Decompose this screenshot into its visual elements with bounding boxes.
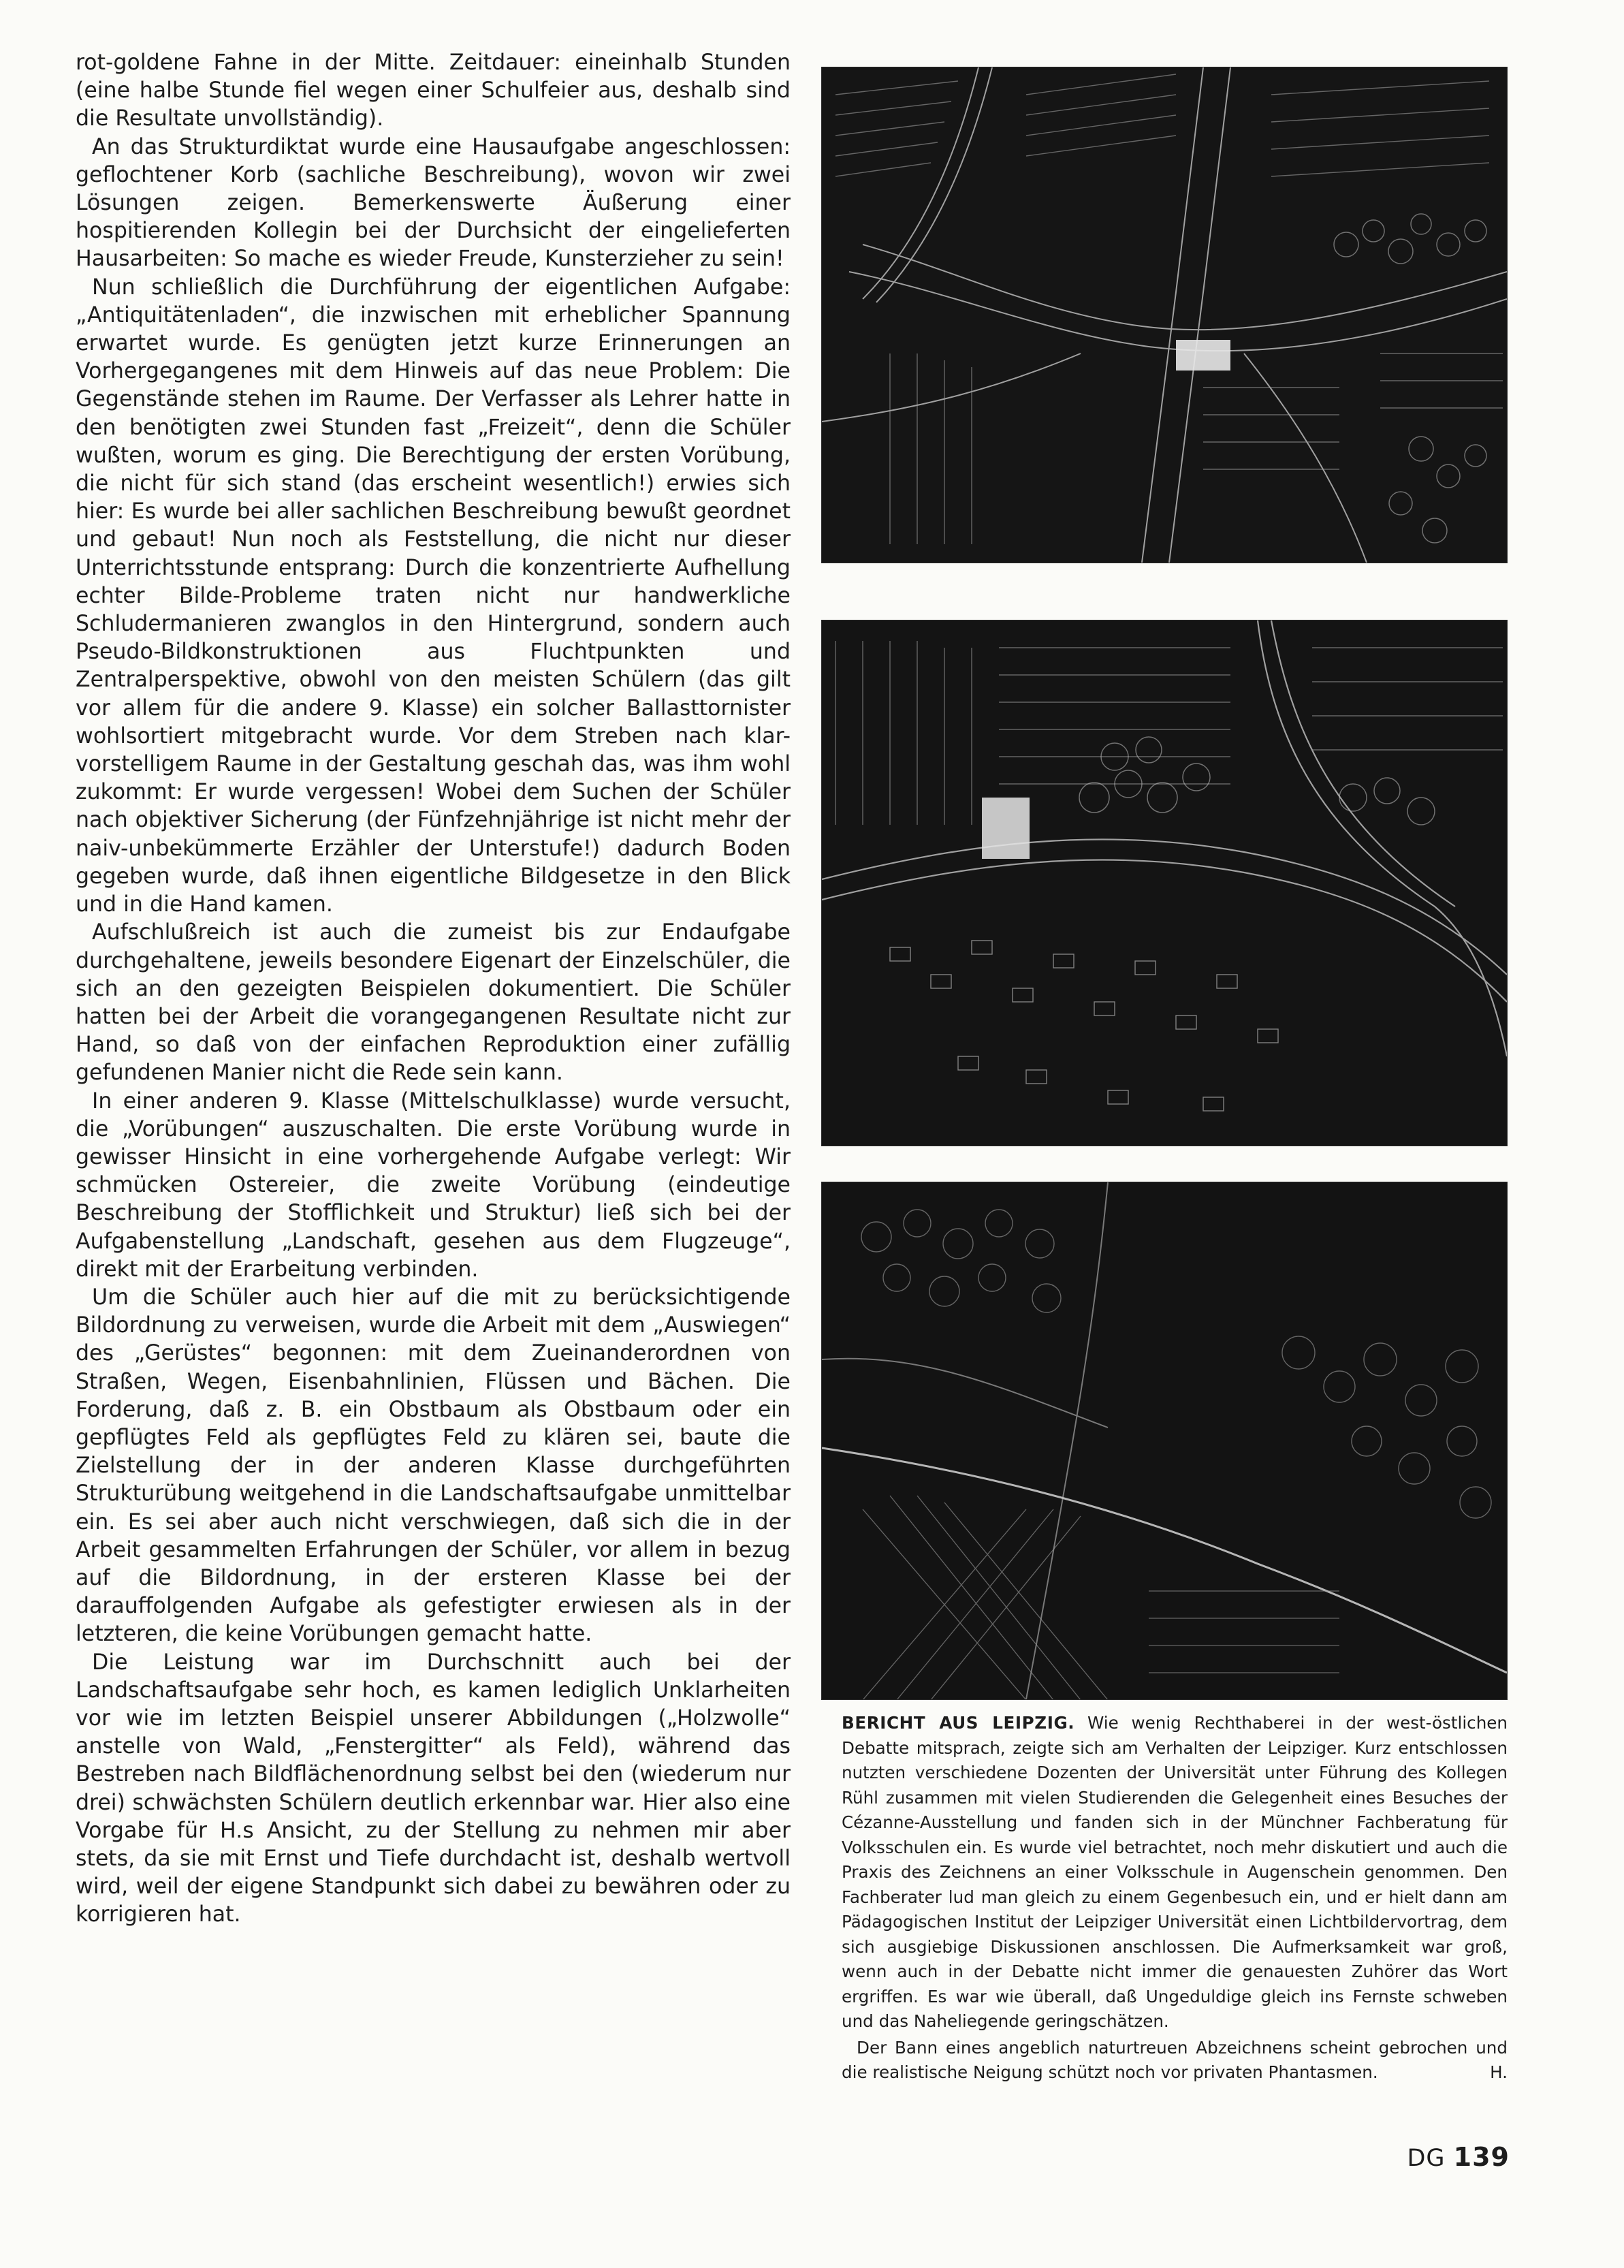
author-signature: H. (1490, 2062, 1508, 2082)
caption-lead: BERICHT AUS LEIPZIG. (842, 1713, 1075, 1733)
page-footer (1407, 2143, 1510, 2172)
caption-paragraph (842, 2036, 1508, 2085)
landscape-drawing-image (822, 620, 1507, 1146)
article-paragraph: Nun schließlich die Durchführung der eigentlichen Aufgabe: „Antiquitätenladen“, die inzwischen mit erheblicher Spannung erwartet wurde. Es genügten jetzt kurze Erinnerungen an Vorhergegangenes mit dem Hinweis auf das neue Problem: Die Gegenstände stehen im Raume. Der Verfasser als Lehrer hatte in den benötigten zwei Stunden fast „Freizeit“, denn die Schüler wußten, worum es ging. Die Berechtigung der ersten Vorübung, die nicht für sich stand (das erscheint wesentlich!) erwies sich hier: Es wurde bei aller sachlichen Beschreibung bewußt geordnet und gebaut! Nun noch als Feststellung, die nicht nur dieser Unterrichtsstunde entsprang: Durch die konzentrierte Aufhellung echter Bilde-Probleme traten nicht nur handwerkliche Schludermanieren zwanglos in den Hintergrund, sondern auch Pseudo-Bildkonstruktionen aus Fluchtpunkten und Zentralperspektive, obwohl von den meisten Schülern (das gilt vor allem für die andere 9. Klasse) ein solcher Ballasttornister wohlsortiert mitgebracht wurde. Vor dem Streben nach klar-vorstelligem Raume in der Gestaltung geschah das, was ihm wohl zukommt: Er wurde vergessen! Wobei dem Suchen der Schüler nach objektiver Sicherung (der Fünfzehnjährige ist nicht mehr der naiv-unbekümmerte Erzähler der Unterstufe!) dadurch Boden gegeben wurde, daß ihnen eigentliche Bildgesetze in den Blick und in die Hand kamen. (76, 274, 791, 917)
article-paragraph: Aufschlußreich ist auch die zumeist bis zur Endaufgabe durchgehaltene, jeweils besondere Eigenart der Einzelschüler, die sich an den gezeigten Beispielen dokumentiert. Die Schüler hatten bei der Arbeit die vorangegangenen Resultate nicht zur Hand, so daß von der einfachen Reproduktion einer zufällig gefundenen Manier nicht die Rede sein kann. (76, 920, 791, 1086)
student-drawing-1 (821, 67, 1508, 563)
landscape-drawing-image (822, 67, 1507, 563)
journal-abbreviation: DG (1407, 2145, 1446, 2172)
student-drawing-3 (821, 1182, 1508, 1700)
article-paragraph: rot-goldene Fahne in der Mitte. Zeitdauer: eineinhalb Stunden (eine halbe Stunde fiel wegen einer Schulfeier aus, deshalb sind die Resultate unvollständig). (76, 50, 791, 131)
article-paragraph: Die Leistung war im Durchschnitt auch bei der Landschaftsaufgabe sehr hoch, es kamen lediglich Unklarheiten vor wie im letzten Beispiel unserer Abbildungen („Holzwolle“ anstelle von Wald, „Fenstergitter“ als Feld), während das Bestreben nach Bildflächenordnung selbst bei den (wiederum nur drei) schwächsten Schülern deutlich erkennbar war. Hier also eine Vorgabe für H.s Ansicht, zu der Stellung zu nehmen mir aber stets, da sie mit Ernst und Tiefe durchdacht ist, deshalb wertvoll wird, weil der eigene Standpunkt sich dabei zu bewähren oder zu korrigieren hat. (76, 1650, 791, 1927)
article-body (76, 49, 791, 1930)
student-drawing-2 (821, 620, 1508, 1146)
caption-body: Wie wenig Rechthaberei in der west-östlichen Debatte mitsprach, zeigte sich am Verhalten der Leipziger. Kurz entschlossen nutzten verschiedene Dozenten der Universität unter Führung des Kollegen Rühl zusammen mit vielen Studierenden die Gelegenheit eines Besuches der Cézanne-Ausstellung und fanden sich in der Münchner Fachberatung für Volksschulen ein. Es wurde viel betrachtet, noch mehr diskutiert und auch die Praxis des Zeichnens an einer Volksschule in Augenschein genommen. Den Fachberater lud man gleich zu einem Gegenbesuch ein, und er hielt dann am Pädagogischen Institut der Leipziger Universität einen Lichtbildervortrag, dem sich ausgiebige Diskussionen anschlossen. Die Aufmerksamkeit war groß, wenn auch in der Debatte nicht immer die genauesten Zuhörer das Wort ergriffen. Es war wie überall, daß Ungeduldige gleich ins Fernste schweben und das Naheliegende geringschätzen. (842, 1713, 1508, 2031)
page-number: 139 (1453, 2142, 1510, 2172)
report-caption (842, 1711, 1508, 2085)
article-paragraph: Um die Schüler auch hier auf die mit zu berücksichtigende Bildordnung zu verweisen, wurde die Arbeit mit dem „Auswiegen“ des „Gerüstes“ begonnen: mit dem Zueinanderordnen von Straßen, Wegen, Eisenbahnlinien, Flüssen und Bächen. Die Forderung, daß z. B. ein Obstbaum als Obstbaum oder ein gepflügtes Feld als gepflügtes Feld zu klären sei, baute die Zielstellung der in der anderen Klasse durchgeführten Strukturübung weitgehend in die Landschaftsaufgabe unmittelbar ein. Es sei aber auch nicht verschwiegen, daß sich die in der Arbeit gesammelten Erfahrungen der Schüler, vor allem in bezug auf die Bildordnung, in der ersteren Klasse bei der darauffolgenden Aufgabe als gefestigter erwiesen als in der letzteren, die keine Vorübungen gemacht hatte. (76, 1285, 791, 1647)
landscape-drawing-image (822, 1182, 1507, 1699)
caption-closing: Der Bann eines angeblich naturtreuen Abzeichnens scheint gebrochen und die realistische Neigung schützt noch vor privaten Phantasmen. (842, 2037, 1508, 2082)
caption-paragraph (842, 1711, 1508, 2034)
article-paragraph: An das Strukturdiktat wurde eine Hausaufgabe angeschlossen: geflochtener Korb (sachliche Beschreibung), wovon wir zwei Lösungen zeigen. Bemerkenswerte Äußerung einer hospitierenden Kollegin bei der Durchsicht der eingelieferten Hausarbeiten: So mache es wieder Freude, Kunsterzieher zu sein! (76, 134, 791, 272)
article-paragraph: In einer anderen 9. Klasse (Mittelschulklasse) wurde versucht, die „Vorübungen“ auszuschalten. Die erste Vorübung wurde in gewisser Hinsicht in eine vorhergehende Aufgabe verlegt: Wir schmücken Ostereier, die zweite Vorübung (eindeutige Beschreibung der Stofflichkeit und Struktur) ließ sich bei der Aufgabenstellung „Landschaft, gesehen aus dem Flugzeuge“, direkt mit der Erarbeitung verbinden. (76, 1088, 791, 1282)
